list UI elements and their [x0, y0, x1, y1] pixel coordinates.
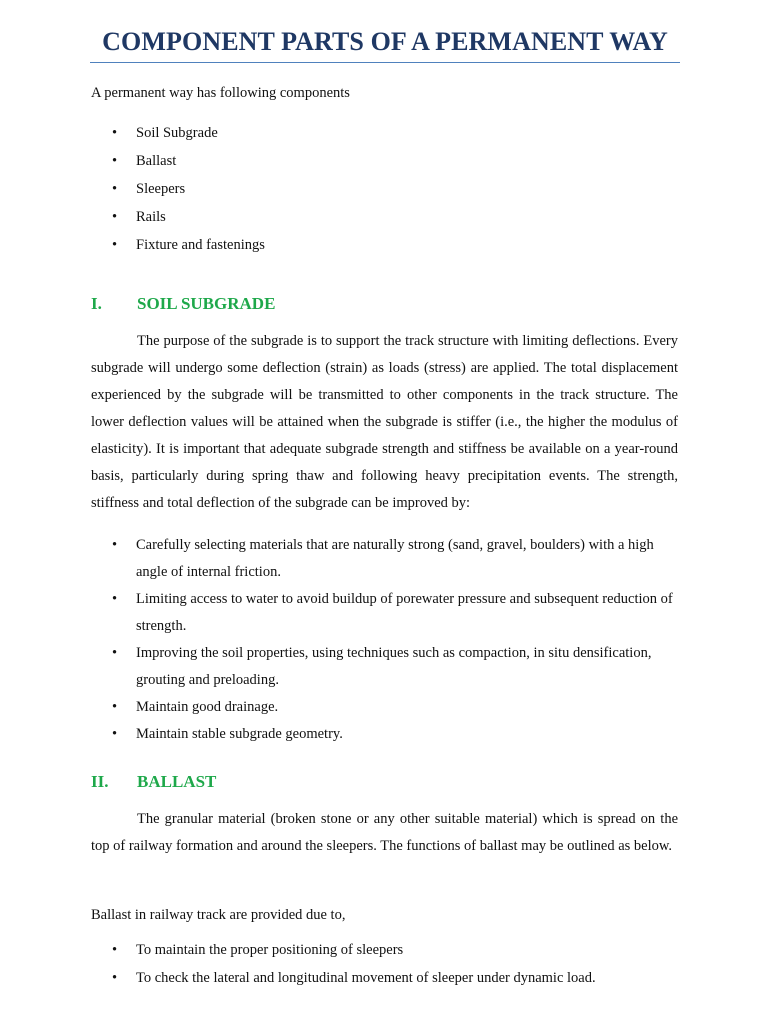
section-heading-ballast — [91, 771, 216, 793]
bullet-icon: • — [112, 699, 118, 715]
intro-text: A permanent way has following components — [91, 85, 350, 101]
bullet-icon: • — [112, 125, 118, 141]
bullet-icon: • — [112, 726, 118, 742]
list-item: • Improving the soil properties, using techniques such as compaction, in situ densification, grouting and preloading. — [112, 640, 678, 694]
section-heading-soil-subgrade — [91, 293, 275, 315]
list-item: • Sleepers — [112, 181, 186, 197]
list-item: • Maintain good drainage. — [112, 694, 678, 721]
list-item: • Ballast — [112, 153, 177, 169]
soil-subgrade-paragraph: The purpose of the subgrade is to support the track structure with limiting deflections. Every subgrade will undergo some deflection (strain) as loads (stress) are applied. The total displacement experienced by the subgrade will be transmitted to other components in the track structure. The lower deflection values will be attained when the subgrade is stiffer (i.e., the higher the modulus of elasticity). It is important that adequate subgrade strength and stiffness be available on a year-round basis, particularly during spring thaw and following heavy precipitation events. The strength, stiffness and total deflection of the subgrade can be improved by: — [91, 333, 678, 511]
bullet-icon: • — [112, 645, 118, 661]
bullet-icon: • — [112, 237, 118, 253]
bullet-icon: • — [112, 153, 118, 169]
ballast-purpose-list — [112, 940, 682, 996]
section-number: II. — [91, 772, 109, 791]
page-title: COMPONENT PARTS OF A PERMANENT WAY — [102, 27, 668, 56]
components-list — [112, 123, 682, 263]
section-title: BALLAST — [137, 772, 217, 791]
list-item: • To maintain the proper positioning of sleepers — [112, 942, 404, 958]
ballast-paragraph: The granular material (broken stone or any other suitable material) which is spread on the top of railway formation and around the sleepers. The functions of ballast may be outlined as below. — [91, 811, 678, 854]
list-item: • Fixture and fastenings — [112, 237, 265, 253]
section-number: I. — [91, 294, 102, 313]
subgrade-improvement-list — [112, 532, 678, 748]
bullet-icon: • — [112, 181, 118, 197]
bullet-icon: • — [112, 537, 118, 553]
list-item: • Soil Subgrade — [112, 125, 218, 141]
section-title: SOIL SUBGRADE — [137, 294, 276, 313]
list-item: • Limiting access to water to avoid buildup of porewater pressure and subsequent reduction of strength. — [112, 586, 678, 640]
bullet-icon: • — [112, 942, 118, 958]
bullet-icon: • — [112, 209, 118, 225]
bullet-icon: • — [112, 591, 118, 607]
title-underline — [90, 62, 680, 63]
ballast-lead-text: Ballast in railway track are provided due to, — [91, 907, 346, 923]
list-item: • Rails — [112, 209, 166, 225]
list-item: • To check the lateral and longitudinal movement of sleeper under dynamic load. — [112, 970, 596, 986]
list-item: • Maintain stable subgrade geometry. — [112, 721, 678, 748]
list-item: • Carefully selecting materials that are naturally strong (sand, gravel, boulders) with a high angle of internal friction. — [112, 532, 678, 586]
bullet-icon: • — [112, 970, 118, 986]
